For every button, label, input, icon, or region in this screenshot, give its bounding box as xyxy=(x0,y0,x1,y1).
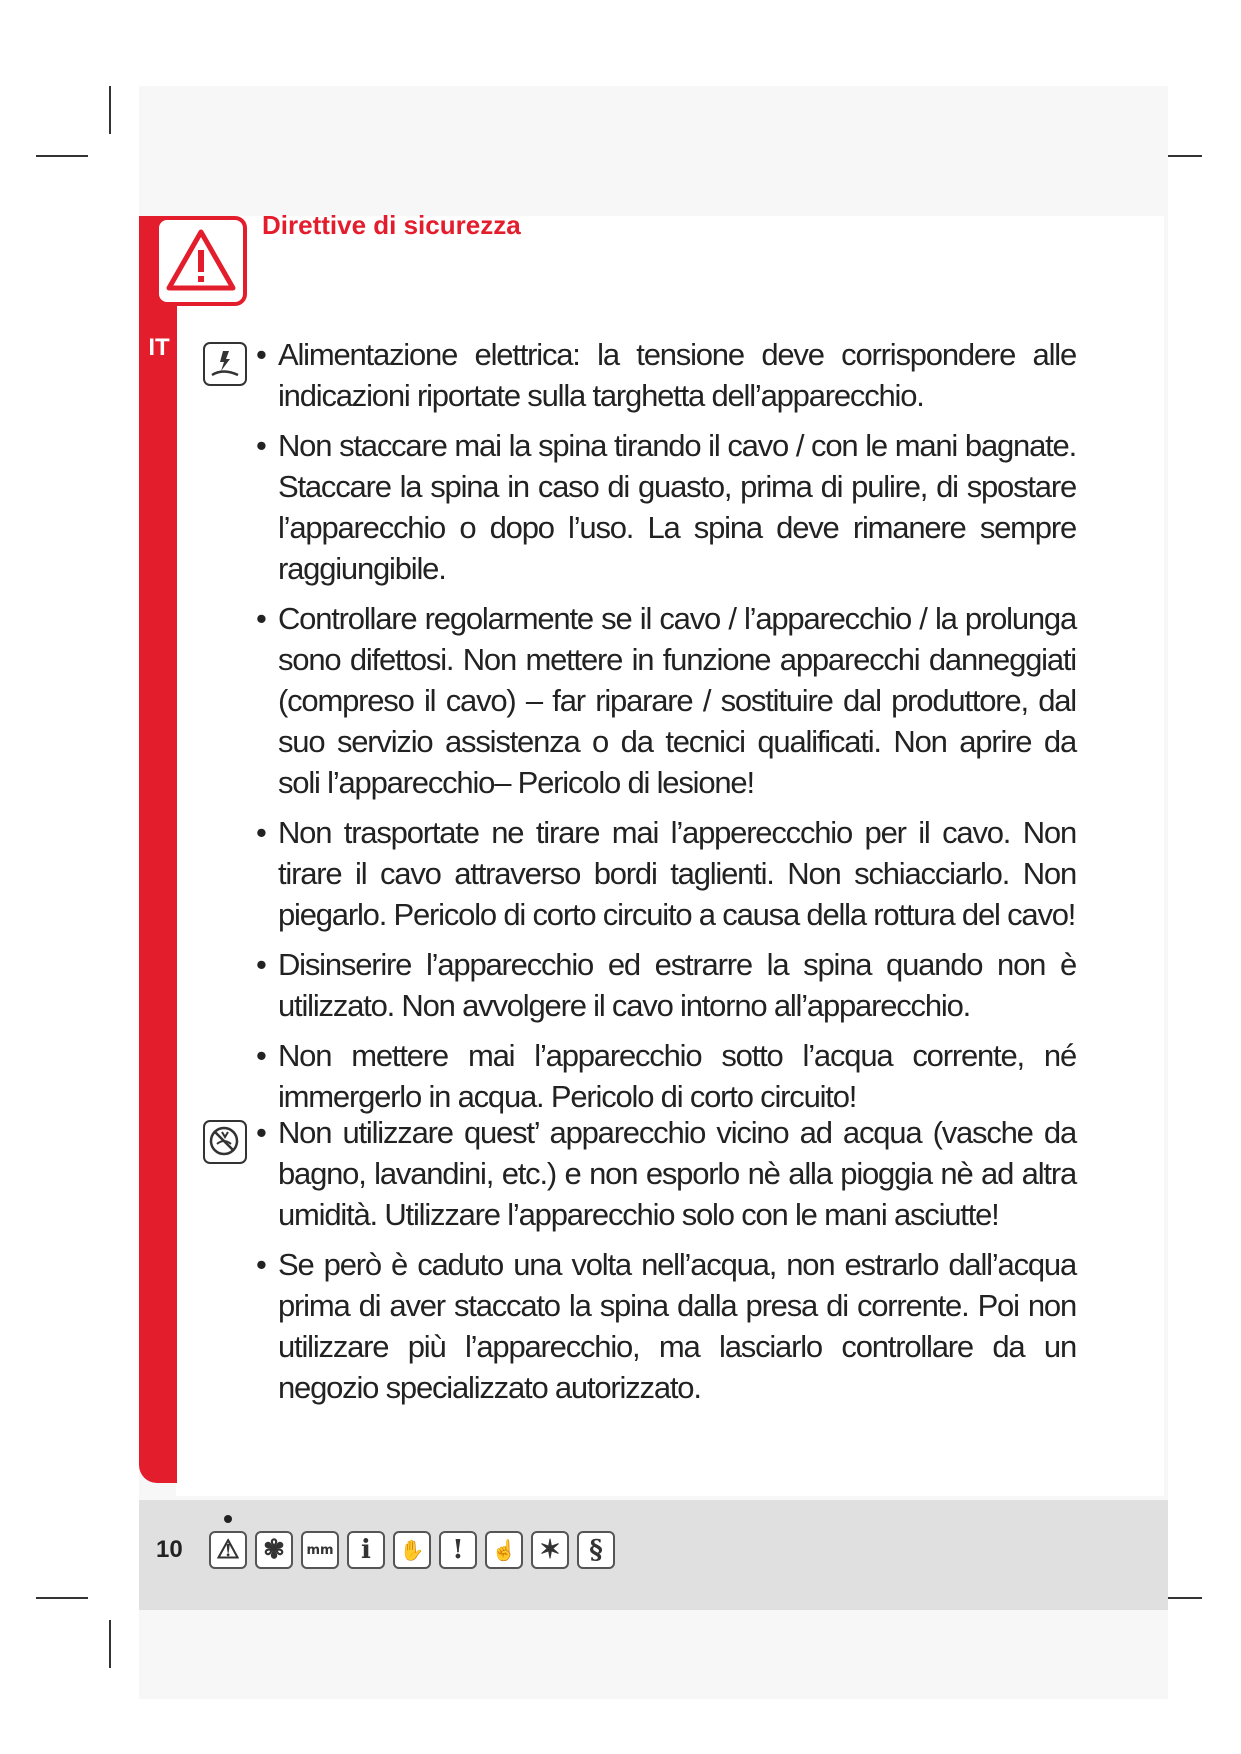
crop-mark xyxy=(36,155,88,157)
page-number: 10 xyxy=(156,1536,183,1563)
list-item: • Non trasportate ne tirare mai l’appereccchio per il cavo. Non tirare il cavo attraverso bordi taglienti. Non schiacciarlo. Non piegarlo. Pericolo di corto circuito a causa della rottura del cavo! xyxy=(256,812,1076,935)
language-label: IT xyxy=(148,334,170,361)
no-water-icon xyxy=(203,1120,247,1164)
info-icon: i xyxy=(347,1531,385,1569)
warning-icon-box xyxy=(155,216,247,306)
section-sign-icon: § xyxy=(577,1531,615,1569)
hand-pointer-icon: ☝ xyxy=(485,1531,523,1569)
exclamation-icon: ! xyxy=(439,1531,477,1569)
list-item: • Non utilizzare quest’ apparecchio vicino ad acqua (vasche da bagno, lavandini, etc.) e non esporlo nè alla pioggia nè ad altra umidità. Utilizzare l’apparecchio solo con le mani asciutte! xyxy=(256,1112,1076,1235)
warning-triangle-icon: ⚠ xyxy=(209,1531,247,1569)
crop-mark xyxy=(109,1620,111,1668)
list-item: • Se però è caduto una volta nell’acqua, non estrarlo dall’acqua prima di aver staccato la spina dalla presa di corrente. Poi non utilizzare più l’apparecchio, ma lasciarlo controllare da un negozio specializzato autorizzato. xyxy=(256,1244,1076,1408)
list-item: • Controllare regolarmente se il cavo / l’apparecchio / la prolunga sono difettosi. Non mettere in funzione apparecchi danneggiati (compreso il cavo) – far riparare / sostituire dal produttore, dal suo servizio assistenza o da tecnici qualificati. Non aprire da soli l’apparecchio– Pericolo di lesione! xyxy=(256,598,1076,803)
flower-icon: ✾ xyxy=(255,1531,293,1569)
current-section-indicator xyxy=(224,1515,232,1523)
list-item: • Disinserire l’apparecchio ed estrarre la spina quando non è utilizzato. Non avvolgere il cavo intorno all’apparecchio. xyxy=(256,944,1076,1026)
crop-mark xyxy=(109,86,111,134)
sparkle-icon: ✶ xyxy=(531,1531,569,1569)
language-sidebar xyxy=(139,216,177,1483)
warning-triangle-icon xyxy=(159,220,243,302)
electric-plug-icon xyxy=(203,342,247,386)
section-electrical-bullets xyxy=(256,334,1076,1126)
hand-icon: ✋ xyxy=(393,1531,431,1569)
footer-band xyxy=(139,1500,1168,1610)
page-title: Direttive di sicurezza xyxy=(262,210,521,240)
section-water-bullets xyxy=(256,1112,1076,1417)
ruler-mm-icon: mm xyxy=(301,1531,339,1569)
crop-mark xyxy=(36,1597,88,1599)
list-item: • Non staccare mai la spina tirando il cavo / con le mani bagnate. Staccare la spina in caso di guasto, prima di pulire, di spostare l’apparecchio o dopo l’uso. La spina deve rimanere sempre raggiungibile. xyxy=(256,425,1076,589)
list-item: • Alimentazione elettrica: la tensione deve corrispondere alle indicazioni riportate sulla targhetta dell’apparecchio. xyxy=(256,334,1076,416)
list-item: • Non mettere mai l’apparecchio sotto l’acqua corrente, né immergerlo in acqua. Pericolo di corto circuito! xyxy=(256,1035,1076,1117)
